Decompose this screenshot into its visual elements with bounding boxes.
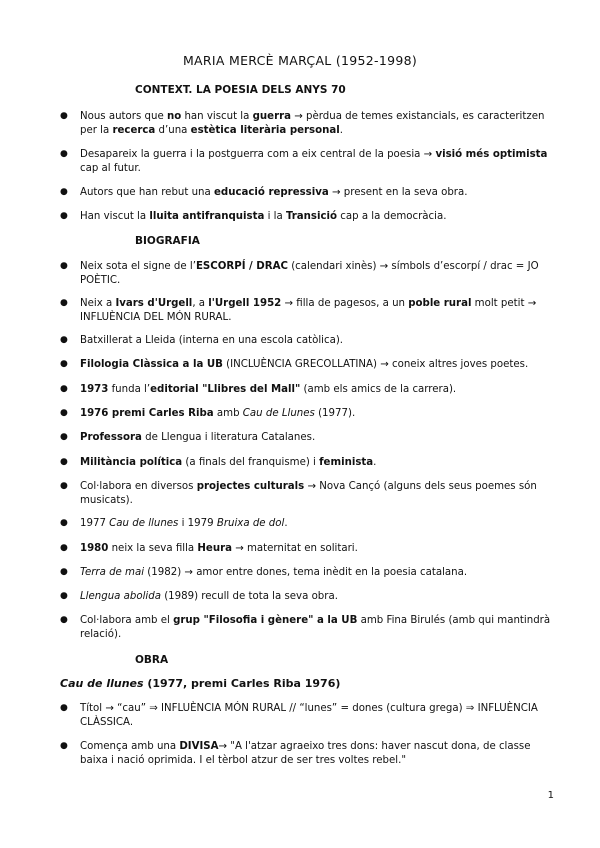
text-segment: → pèrdua de temes existancials, es caracteritzen per la — [80, 111, 545, 136]
list-item — [60, 358, 560, 372]
text-segment: (1977). — [314, 408, 356, 419]
bullet: ● — [60, 211, 68, 221]
text-segment: projectes culturals — [196, 481, 305, 492]
text-segment: funda l’ — [108, 384, 151, 395]
text-segment: Heura — [197, 543, 232, 554]
list-item — [60, 260, 560, 287]
document-title: MARIA MERCÈ MARÇAL (1952-1998) — [182, 53, 418, 68]
list-item — [60, 740, 560, 767]
list-item — [60, 456, 560, 470]
section-heading-context: CONTEXT. LA POESIA DELS ANYS 70 — [135, 84, 346, 96]
text-segment: Col·labora en diversos — [80, 481, 197, 492]
text-segment: han viscut la — [181, 111, 253, 122]
text-segment: amb — [213, 408, 243, 419]
text-segment: guerra — [252, 111, 292, 122]
text-segment: Militància política — [80, 457, 183, 468]
text-segment: visió més optimista — [435, 149, 548, 160]
text-segment: (amb els amics de la carrera). — [300, 384, 457, 395]
text-segment: (calendari xinès) → símbols d’escorpí / drac = JO POÈTIC. — [80, 261, 539, 286]
text-segment: 1976 premi Carles Riba — [80, 408, 214, 419]
text-segment: Bruixa de dol — [216, 518, 285, 529]
text-segment: Batxillerat a Lleida (interna en una escola catòlica). — [80, 335, 344, 346]
bullet: ● — [60, 457, 68, 467]
text-segment: ESCORPÍ / DRAC — [195, 261, 288, 272]
text-segment: amb Fina Birulés (amb qui mantindrà relació). — [80, 615, 551, 640]
text-segment: Neix a — [80, 298, 116, 309]
text-segment: 1977 — [80, 518, 110, 529]
text-segment: → Nova Cançó (alguns dels seus poemes són musicats). — [80, 481, 537, 506]
text-segment: cap a la democràcia. — [337, 211, 447, 222]
text-segment: i 1979 — [178, 518, 217, 529]
text-segment: Nous autors que — [80, 111, 167, 122]
text-segment: → "A l'atzar agraeixo tres dons: haver nascut dona, de classe baixa i nació oprimida. I el tèrbol atzur de ser tres voltes rebel." — [80, 741, 531, 766]
text-segment: Títol → “cau” ⇒ INFLUÈNCIA MÓN RURAL // “lunes” = dones (cultura grega) ⇒ INFLUÈNCIA CLÀSSICA. — [80, 703, 538, 728]
bullet: ● — [60, 543, 68, 553]
text-segment: Llengua abolida — [80, 591, 161, 602]
list-item — [60, 517, 560, 531]
text-segment: . — [284, 518, 288, 529]
text-segment: lluita antifranquista — [149, 211, 265, 222]
bullet: ● — [60, 384, 68, 394]
text-segment: 1973 — [80, 384, 109, 395]
text-segment: Cau de llunes — [109, 518, 179, 529]
bullet: ● — [60, 615, 68, 625]
text-segment: i la — [264, 211, 286, 222]
bullet: ● — [60, 261, 68, 271]
bullet: ● — [60, 298, 68, 308]
text-segment: Comença amb una — [80, 741, 180, 752]
text-segment: Ivars d'Urgell — [115, 298, 193, 309]
list-item — [60, 407, 560, 421]
list-item — [60, 542, 560, 556]
text-segment: 1980 — [80, 543, 109, 554]
bullet: ● — [60, 591, 68, 601]
text-segment: editorial "Llibres del Mall" — [150, 384, 301, 395]
bullet: ● — [60, 335, 68, 345]
text-segment: (1989) recull de tota la seva obra. — [160, 591, 338, 602]
text-segment: (INCLUÈNCIA GRECOLLATINA) → coneix altres joves poetes. — [222, 359, 529, 370]
text-segment: cap al futur. — [80, 162, 141, 174]
text-segment: l'Urgell 1952 — [208, 298, 282, 309]
text-segment: → maternitat en solitari. — [231, 543, 358, 554]
section-heading-obra: OBRA — [135, 654, 169, 666]
bullet: ● — [60, 432, 68, 442]
list-item — [60, 566, 560, 580]
text-segment: grup "Filosofia i gènere" a la UB — [173, 615, 358, 626]
text-segment: Autors que han rebut una — [80, 187, 214, 198]
list-item — [60, 480, 560, 507]
text-segment: educació repressiva — [214, 187, 329, 198]
text-segment: Desapareix la guerra i la postguerra com a eix central de la poesia → — [80, 149, 436, 160]
bullet: ● — [60, 187, 68, 197]
text-segment: DIVISA — [179, 741, 219, 752]
text-segment: molt petit → INFLUÈNCIA DEL MÓN RURAL. — [80, 298, 537, 323]
list-item — [60, 186, 560, 200]
list-item — [60, 383, 560, 397]
text-segment: → present en la seva obra. — [328, 187, 468, 198]
list-item — [60, 431, 560, 445]
text-segment: Transició — [285, 211, 338, 222]
text-segment: Cau de llunes — [60, 677, 144, 690]
bullet: ● — [60, 481, 68, 491]
bullet: ● — [60, 359, 68, 369]
text-segment: de Llengua i literatura Catalanes. — [141, 432, 316, 443]
list-item — [60, 614, 560, 641]
bullet: ● — [60, 111, 68, 121]
section-heading-biografia: BIOGRAFIA — [135, 235, 200, 247]
page-number: 1 — [547, 790, 554, 801]
text-segment: neix la seva filla — [108, 543, 198, 554]
text-segment: d’una — [155, 124, 191, 136]
bullet: ● — [60, 741, 68, 751]
text-segment: (1977, premi Carles Riba 1976) — [143, 677, 341, 690]
text-segment: Professora — [80, 432, 142, 443]
list-item — [60, 110, 560, 137]
bullet: ● — [60, 408, 68, 418]
text-segment: → filla de pagesos, a un — [281, 298, 409, 309]
bullet: ● — [60, 567, 68, 577]
list-item — [60, 148, 560, 175]
list-item — [60, 210, 560, 224]
bullet: ● — [60, 518, 68, 528]
text-segment: (a finals del franquisme) i — [182, 457, 320, 468]
text-segment: (1982) → amor entre dones, tema inèdit en la poesia catalana. — [144, 567, 468, 578]
list-item — [60, 297, 560, 324]
list-item — [60, 334, 560, 348]
text-segment: Cau de Llunes — [242, 408, 315, 419]
list-item — [60, 702, 560, 729]
text-segment: estètica literària personal — [190, 124, 340, 136]
bullet: ● — [60, 149, 68, 159]
bullet: ● — [60, 703, 68, 713]
text-segment: Han viscut la — [80, 211, 150, 222]
text-segment: Terra de mai — [80, 567, 145, 578]
text-segment: recerca — [112, 124, 156, 136]
work-subheading — [60, 677, 340, 690]
list-item — [60, 590, 560, 604]
text-segment: Neix sota el signe de l’ — [80, 261, 196, 272]
text-segment: . — [339, 124, 343, 136]
text-segment: Col·labora amb el — [80, 615, 174, 626]
text-segment: no — [166, 111, 182, 122]
text-segment: feminista — [319, 457, 374, 468]
text-segment: poble rural — [408, 298, 472, 309]
text-segment: , a — [192, 298, 209, 309]
text-segment: . — [373, 457, 377, 468]
text-segment: Filologia Clàssica a la UB — [80, 359, 223, 370]
